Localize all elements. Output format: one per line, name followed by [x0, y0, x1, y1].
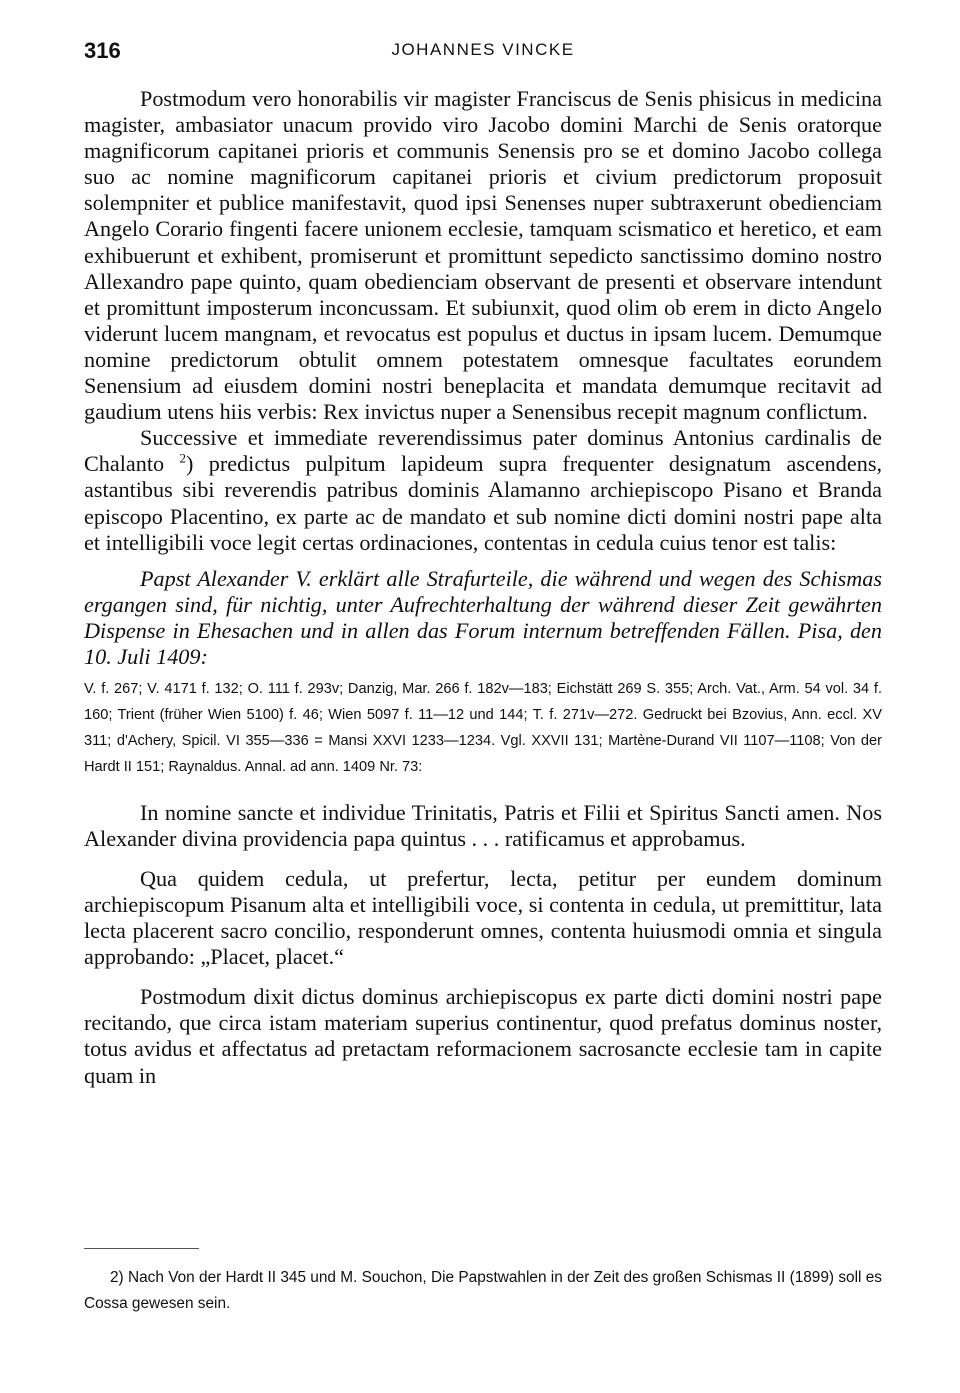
source-citations: V. f. 267; V. 4171 f. 132; O. 111 f. 293v; Danzig, Mar. 266 f. 182v—183; Eichstätt 269 S. 355; Arch. Vat., Arm. 54 vol. 34 f. 160; Trient (früher Wien 5100) f. 46; Wien 5097 f. 11—12 und 144; T. f. 271v—272. Gedruckt bei Bzovius, Ann. eccl. XV 311; d'Achery, Spicil. VI 355—336 = Mansi XXVI 1233—1234. Vgl. XXVII 131; Martène-Durand VII 1107—1108; Von der Hardt II 151; Raynaldus. Annal. ad ann. 1409 Nr. 73:: [84, 680, 882, 775]
footnote-divider: [84, 1248, 199, 1249]
body-text: [84, 86, 882, 1089]
paragraph-text-end: ) predictus pulpitum lapideum supra frequenter designatum ascendens, astantibus sibi reverendis patribus dominis Alamanno archiepiscopo Pisano et Branda episcopo Placentino, ex parte ac de mandato et sub nomine dicti domini nostri pape alta et intelligibili voce legit certas ordinaciones, contentas in cedula cuius tenor est talis:: [84, 451, 882, 555]
page-number: 316: [84, 38, 121, 63]
footnote: 2) Nach Von der Hardt II 345 und M. Souchon, Die Papstwahlen in der Zeit des großen Schismas II (1899) soll es Cossa gewesen sein.: [84, 1269, 882, 1312]
paragraph-approval: Qua quidem cedula, ut prefertur, lecta, petitur per eundem dominum archiepiscopum Pisanum alta et intelligibili voce, si contenta in cedula, ut premittitur, lata lecta placerent sacro concilio, responderunt omnes, contenta huiusmodi omnia et singula approbando: „Placet, placet.“: [84, 865, 882, 970]
page-header: [84, 38, 882, 68]
document-text: In nomine sancte et individue Trinitatis, Patris et Filii et Spiritus Sancti amen. Nos Alexander divina providencia papa quintus . . . ratificamus et approbamus.: [84, 799, 882, 851]
running-head: JOHANNES VINCKE: [391, 40, 575, 59]
paragraph-text-start: Successive et immediate reverendissimus pater dominus Antonius cardinalis de Chalanto: [84, 425, 882, 477]
footnote-reference: 2: [179, 450, 186, 466]
paragraph-reform: Postmodum dixit dictus dominus archiepiscopus ex parte dicti domini nostri pape recitando, que circa istam materiam superius continentur, quod prefatus dominus noster, totus avidus et affectatus ad pretactam reformacionem sacrosancte ecclesie tam in capite quam in: [84, 984, 882, 1088]
paragraph-siena-obedience: Postmodum vero honorabilis vir magister Franciscus de Senis phisicus in medicina magister, ambasiator unacum provido viro Jacobo domini Marchi de Senis oratorque magnificorum capitanei prioris et communis Senensis pro se et domino Jacobo collega suo ac nomine magnificorum capitanei prioris et civium predictorum proposuit solempniter et publice manifestavit, quod ipsi Senenses nuper subtraxerunt obedienciam Angelo Corario fingenti facere unionem ecclesie, tamquam scismatico et heretico, et eam exhibuerunt et exhibent, promiserunt et promittunt sepedicto sanctissimo domino nostro Allexandro pape quinto, quam obedienciam observant de presenti et observare intendunt et promittunt imposterum inconcussam. Et subiunxit, quod olim ob erem in dicto Angelo viderunt lucem mangnam, et revocatus est populus et ductus in ipsam lucem. Demumque nomine predictorum obtulit omnem potestatem omnesque facultates eorundem Senensium ad eiusdem domini nostri beneplacita et mandata demumque recitavit ad gaudium utens hiis verbis: Rex invictus nuper a Senensibus recepit magnum conflictum.: [84, 86, 882, 425]
paragraph-cardinal-chalanto: [84, 425, 882, 555]
document-heading: Papst Alexander V. erklärt alle Strafurteile, die während und wegen des Schismas ergangen sind, für nichtig, unter Aufrechterhaltung der während dieser Zeit gewährten Dispense in Ehesachen und in allen das Forum internum betreffenden Fällen. Pisa, den 10. Juli 1409:: [84, 565, 882, 669]
